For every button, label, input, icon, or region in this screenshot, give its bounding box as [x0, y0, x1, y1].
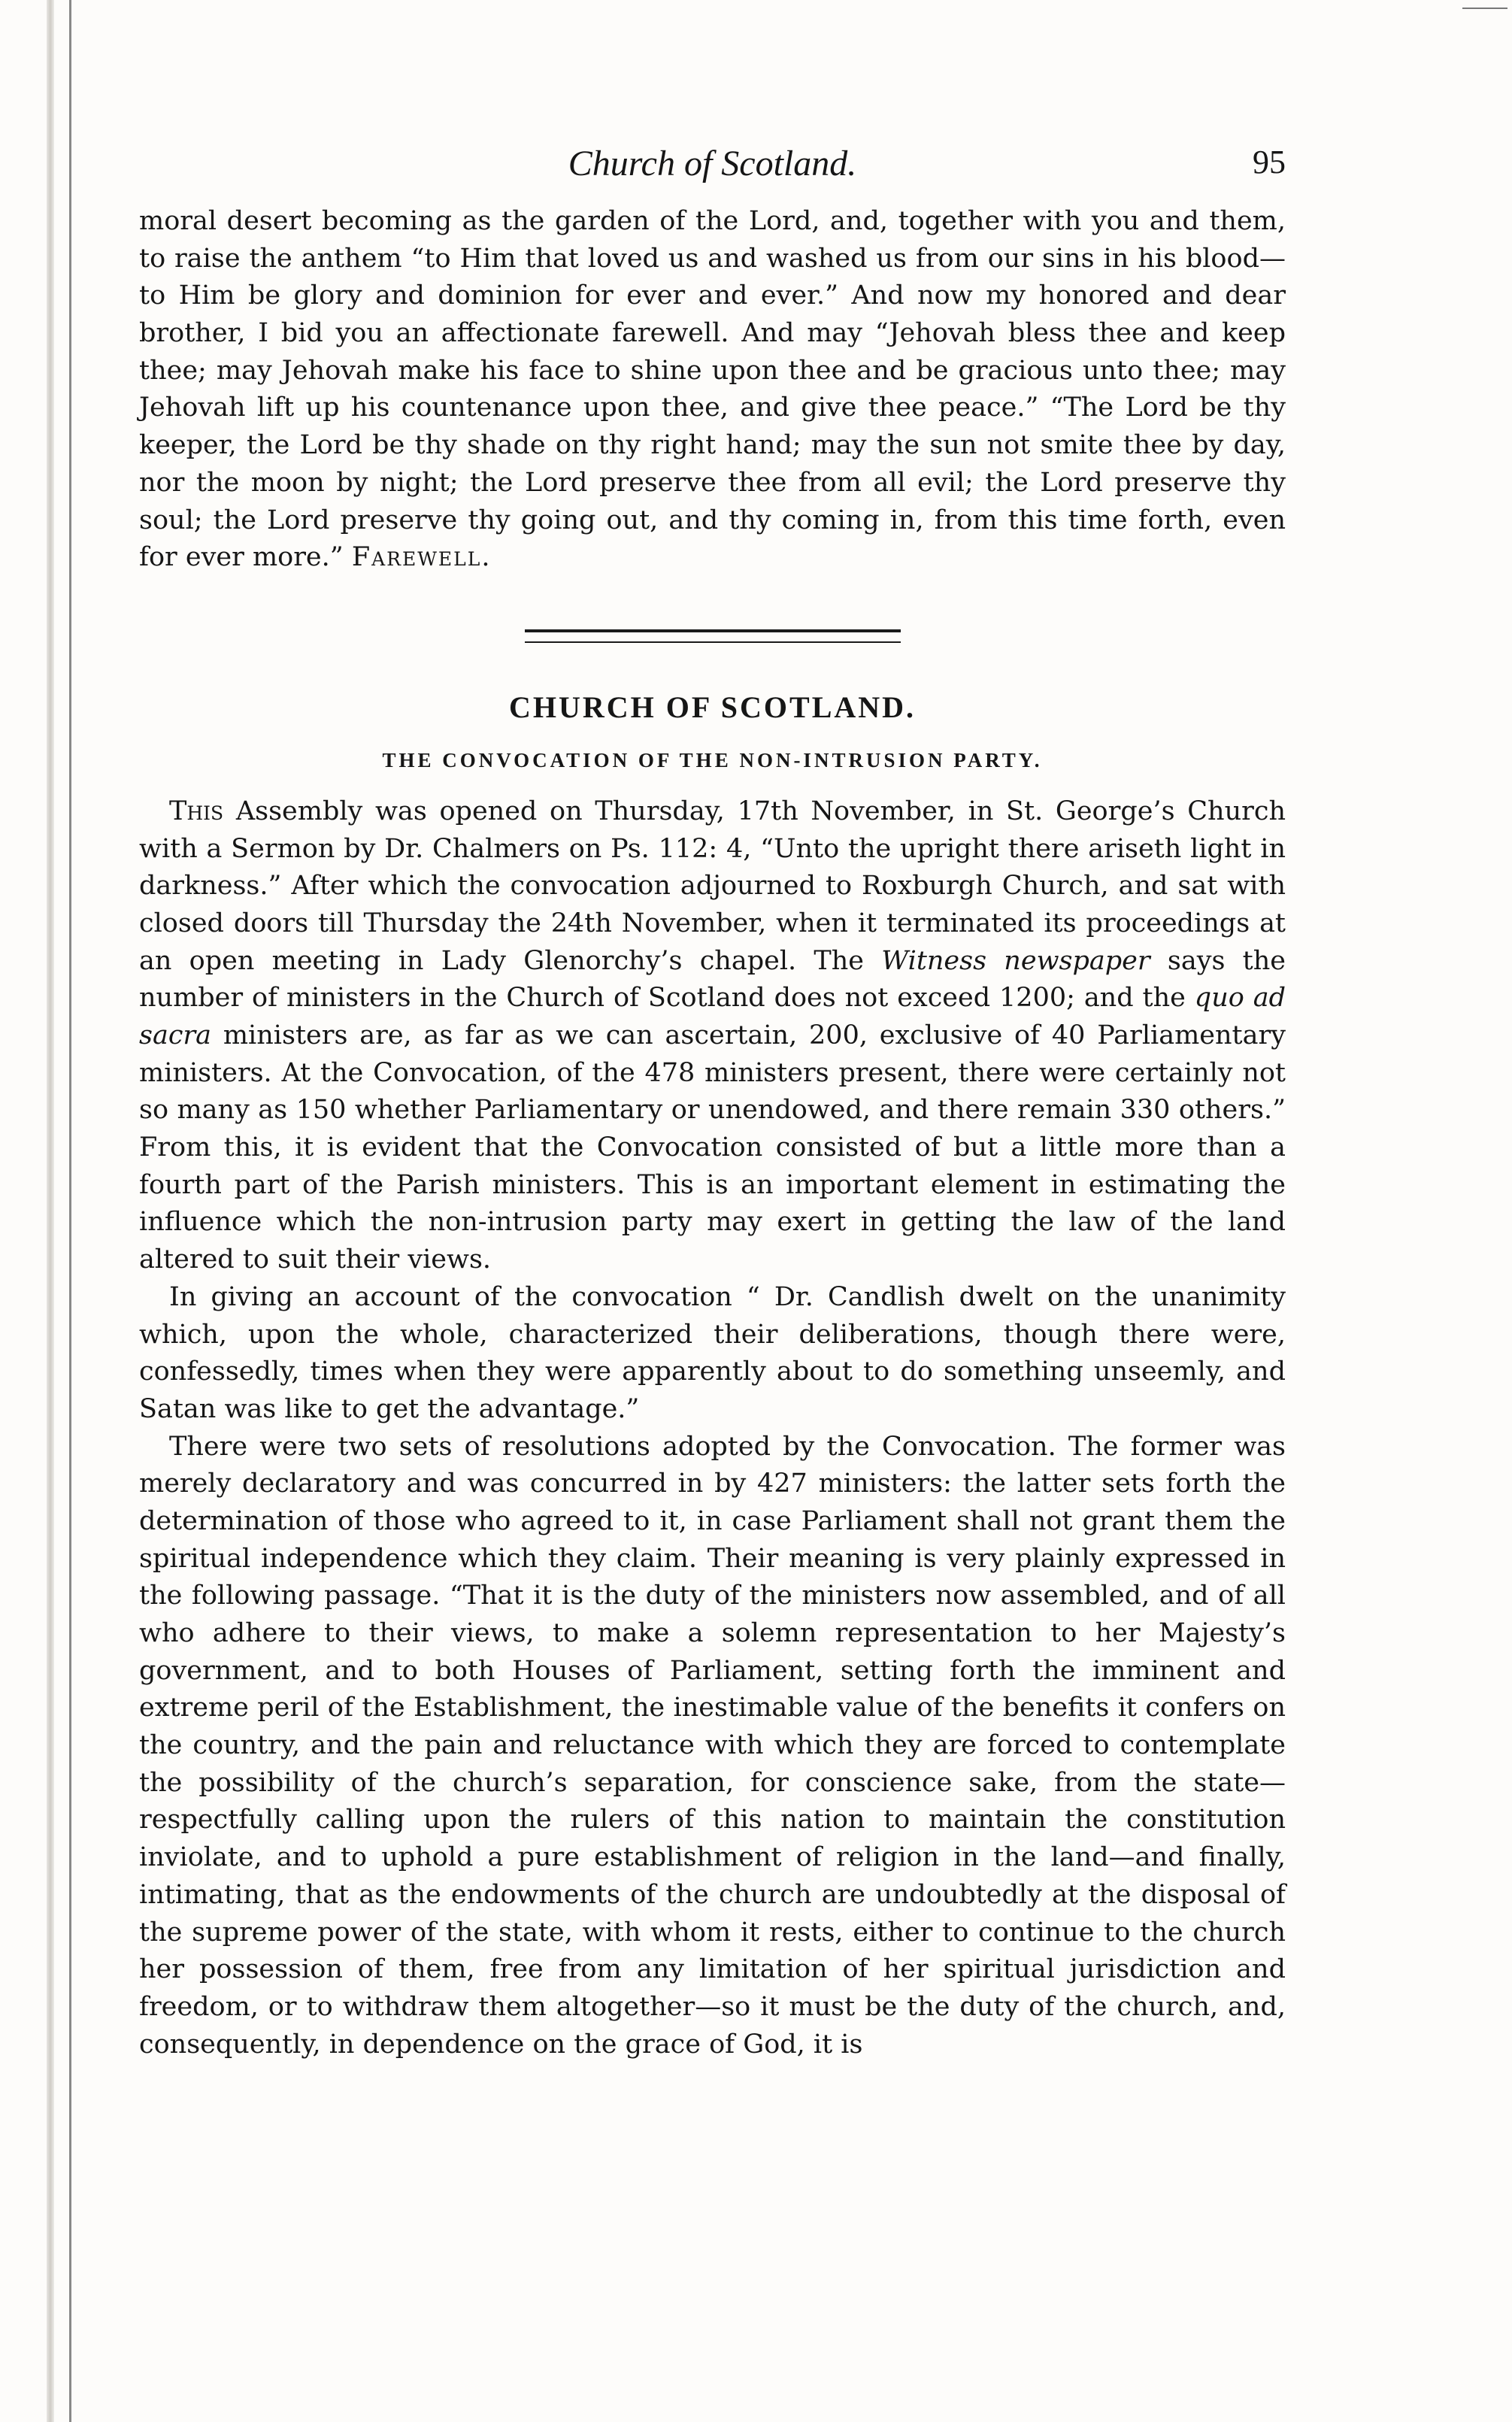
page-binding-shadow: [47, 0, 54, 2422]
page-binding-edge: [69, 0, 71, 2422]
paragraph-1-part-1: Assembly was opened on Thursday, 17th November, in St. George’s Church with a Sermon by Dr. Chalmers on Ps. 112: 4, “Unto the upright there ariseth light in darkness.” After which the convocation adjourned to Roxburgh Church, and sat with closed doors till Thursday the 24th November, when it terminated its proceedings at an open meeting in Lady Glenorchy’s chapel. The: [139, 796, 1286, 976]
paragraph-1: [139, 793, 1286, 1279]
quo-ad-sacra-phrase: quo ad sacra: [139, 983, 1286, 1050]
section-divider-rule: [525, 629, 901, 643]
paragraph-1-lead: This: [169, 796, 224, 826]
corner-scan-mark: [1462, 0, 1507, 9]
running-title: Church of Scotland.: [568, 144, 857, 183]
paragraph-1-part-3: ministers are, as far as we can ascertain, 200, exclusive of 40 Parliamentary ministers. At the Convocation, of the 478 ministers present, there were certainly not so many as 150 whether Parliamentary or unendowed, and there remain 330 others.” From this, it is evident that the Convocation consisted of but a little more than a fourth part of the Parish ministers. This is an important element in estimating the influence which the non-intrusion party may exert in getting the law of the land altered to suit their views.: [139, 1020, 1286, 1275]
text-column: [139, 143, 1286, 2063]
section-subtitle: THE CONVOCATION OF THE NON-INTRUSION PARTY.: [382, 748, 1043, 771]
top-passage: [139, 203, 1286, 577]
top-passage-text: moral desert becoming as the garden of the Lord, and, together with you and them, to raise the anthem “to Him that loved us and washed us from our sins in his blood—to Him be glory and dominion for ever and ever.” And now my honored and dear brother, I bid you an affectionate farewell. And may “Jehovah bless thee and keep thee; may Jehovah make his face to shine upon thee and be gracious unto thee; may Jehovah lift up his countenance upon thee, and give thee peace.” “The Lord be thy keeper, the Lord be thy shade on thy right hand; may the sun not smite thee by day, nor the moon by night; the Lord preserve thee from all evil; the Lord preserve thy soul; the Lord preserve thy going out, and thy coming in, from this time forth, even for ever more.”: [139, 206, 1286, 573]
section-title: CHURCH OF SCOTLAND.: [508, 690, 917, 724]
paragraph-1-part-2: says the number of ministers in the Church of Scotland does not exceed 1200; and the: [139, 945, 1286, 1014]
witness-newspaper-title: Witness newspaper: [881, 945, 1150, 976]
paragraph-2: In giving an account of the convocation “ Dr. Candlish dwelt on the unanimity which, upon the whole, characterized their deliberations, though there were, confessedly, times when they were apparently about to do something unseemly, and Satan was like to get the advantage.”: [139, 1281, 1286, 1424]
page-number: 95: [1253, 144, 1286, 180]
running-head: [139, 143, 1286, 203]
paragraph-3: There were two sets of resolutions adopted by the Convocation. The former was merely declaratory and was concurred in by 427 ministers: the latter sets forth the determination of those who agreed to it, in case Parliament shall not grant them the spiritual independence which they claim. Their meaning is very plainly expressed in the following passage. “That it is the duty of the ministers now assembled, and of all who adhere to their views, to make a solemn representation to her Majesty’s government, and to both Houses of Parliament, setting forth the imminent and extreme peril of the Establishment, the inestimable value of the benefits it confers on the country, and the pain and reluctance with which they are forced to contemplate the possibility of the church’s separation, for conscience sake, from the state—respectfully calling upon the rulers of this nation to maintain the constitution inviolate, and to uphold a pure establishment of religion in the land—and finally, intimating, that as the endowments of the church are undoubtedly at the disposal of the supreme power of the state, with whom it rests, either to continue to the church her possession of them, free from any limitation of her spiritual jurisdiction and freedom, or to withdraw them altogether—so it must be the duty of the church, and, consequently, in dependence on the grace of God, it is: [139, 1431, 1286, 2060]
farewell-word: Farewell.: [351, 542, 492, 573]
